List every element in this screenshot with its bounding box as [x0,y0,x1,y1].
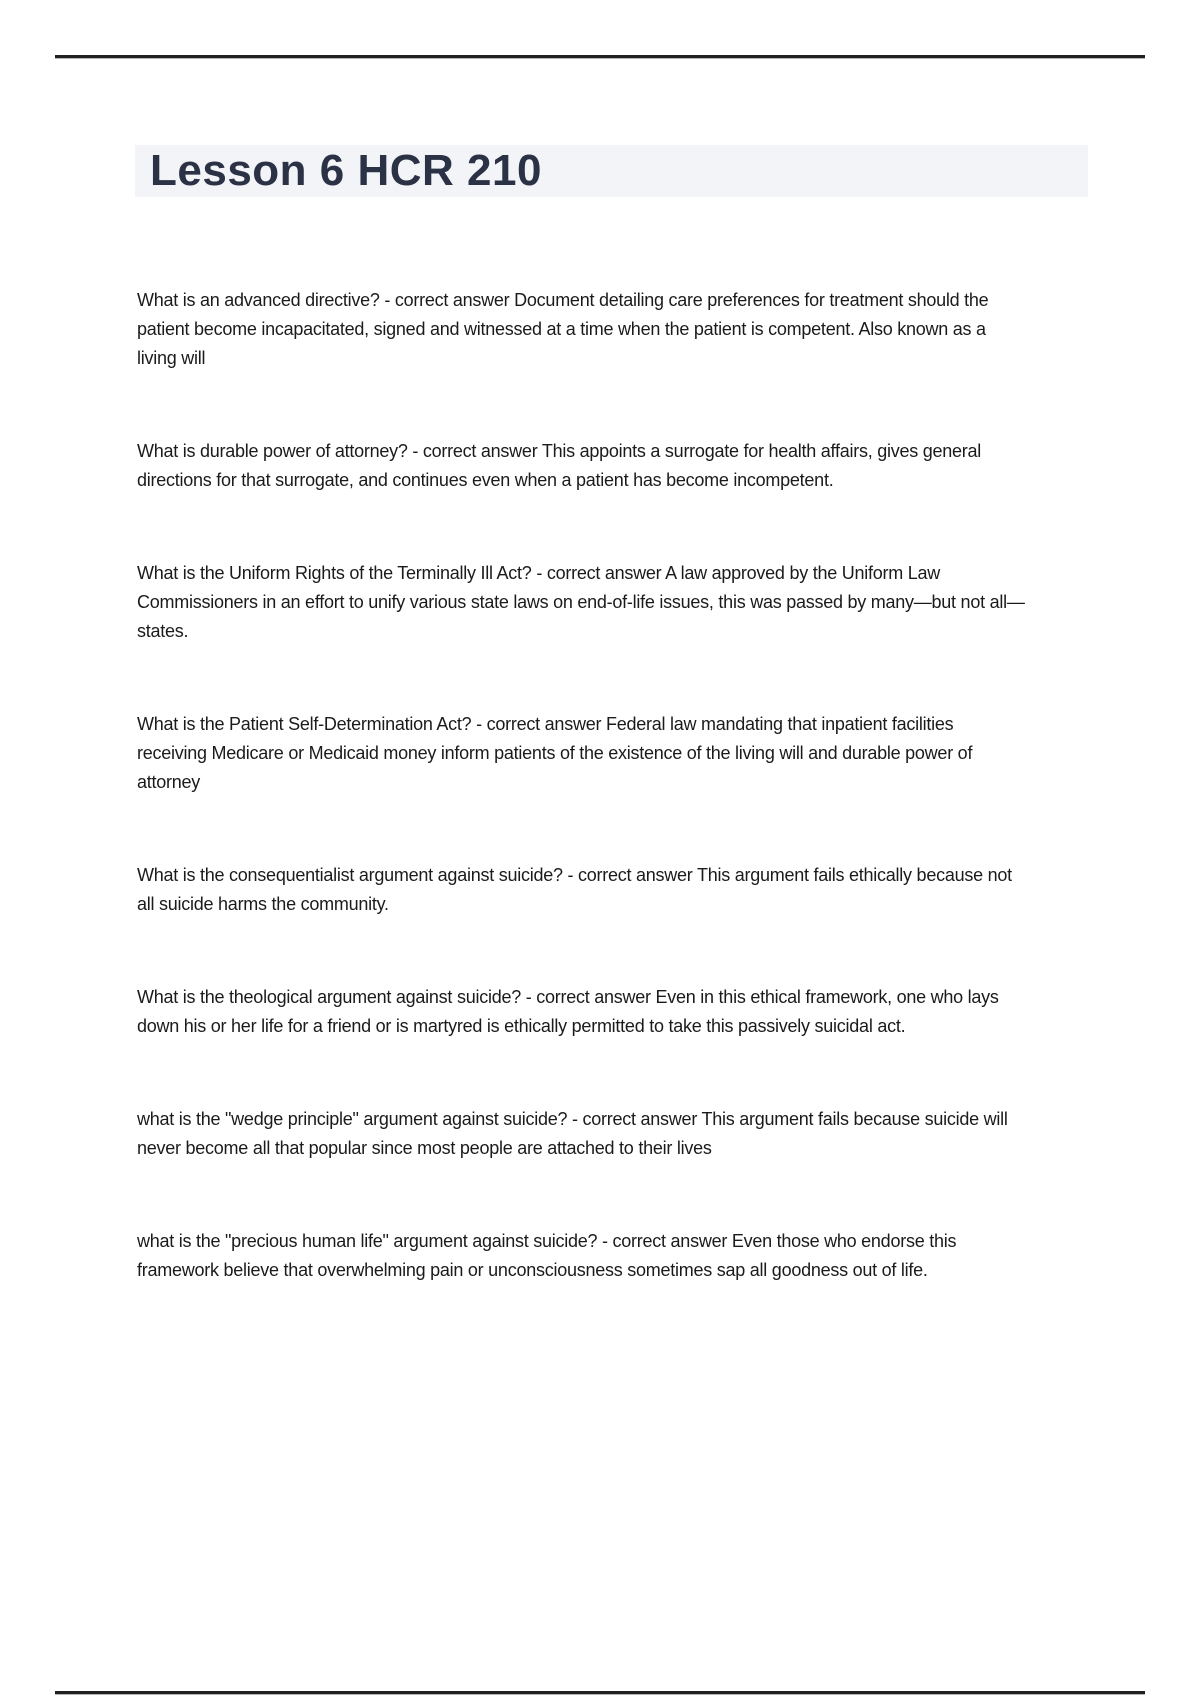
qa-paragraph: What is the theological argument against suicide? - correct answer Even in this ethical framework, one who lays down his or her life for a friend or is martyred is ethically permitted to take this passively suicidal act. [137,987,999,1036]
title-bar [135,145,1088,197]
qa-paragraph: what is the "precious human life" argument against suicide? - correct answer Even those who endorse this framework believe that overwhelming pain or unconsciousness sometimes sap all goodness out of life. [137,1231,957,1280]
qa-paragraph: What is durable power of attorney? - correct answer This appoints a surrogate for health affairs, gives general directions for that surrogate, and continues even when a patient has become incompetent. [137,441,982,490]
top-divider [55,55,1145,58]
page-title: Lesson 6 HCR 210 [150,146,542,195]
qa-paragraph: What is the Uniform Rights of the Terminally Ill Act? - correct answer A law approved by the Uniform Law Commissioners in an effort to unify various state laws on end-of-life issues, this was passed by many—but not all—states. [137,563,1025,641]
qa-paragraph: what is the "wedge principle" argument against suicide? - correct answer This argument fails because suicide will never become all that popular since most people are attached to their lives [137,1109,1008,1158]
qa-paragraph: What is the consequentialist argument against suicide? - correct answer This argument fails ethically because not all suicide harms the community. [137,865,1012,914]
qa-paragraph: What is an advanced directive? - correct answer Document detailing care preferences for treatment should the patient become incapacitated, signed and witnessed at a time when the patient is competent. Also known as a living will [137,290,989,368]
qa-paragraph: What is the Patient Self-Determination Act? - correct answer Federal law mandating that inpatient facilities receiving Medicare or Medicaid money inform patients of the existence of the living will and durable power of attorney [137,714,973,792]
qa-list [137,286,1027,1349]
bottom-divider [55,1691,1145,1694]
